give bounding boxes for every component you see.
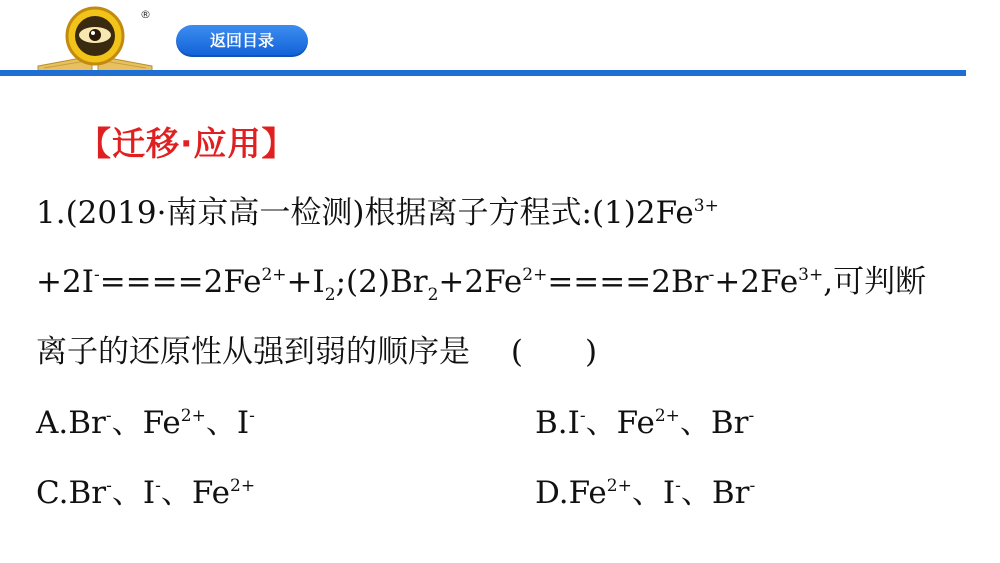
option-c[interactable]: C.Br-、I-、$Fe^{2+}$ <box>36 475 256 511</box>
brand-logo-eye-book-icon <box>30 4 160 76</box>
header-divider <box>0 70 966 76</box>
option-b[interactable]: B.I-、$Fe^{2+}$、Br- <box>535 405 755 441</box>
option-d[interactable]: $D.Fe^{2+}$、I-、Br- <box>535 475 756 511</box>
svg-text:®: ® <box>140 8 151 21</box>
option-a[interactable]: A.Br-、$Fe^{2+}$、I- <box>36 405 255 441</box>
question-line-1: 1.(2019·南京高一检测)根据离子方程式$:(1)2Fe^{3+}$ <box>36 195 719 231</box>
question-line-2: $+2I^-====2Fe^{2+}+I_2;(2)Br_2+2Fe^{2+}====2Br^-+2Fe^{3+}$,可判断 <box>36 264 927 305</box>
header <box>0 0 1000 80</box>
back-to-contents-button[interactable]: 返回目录 <box>176 25 308 57</box>
question-line-3: 离子的还原性从强到弱的顺序是 ( ) <box>36 334 598 370</box>
section-title: 【迁移·应用】 <box>78 124 296 163</box>
